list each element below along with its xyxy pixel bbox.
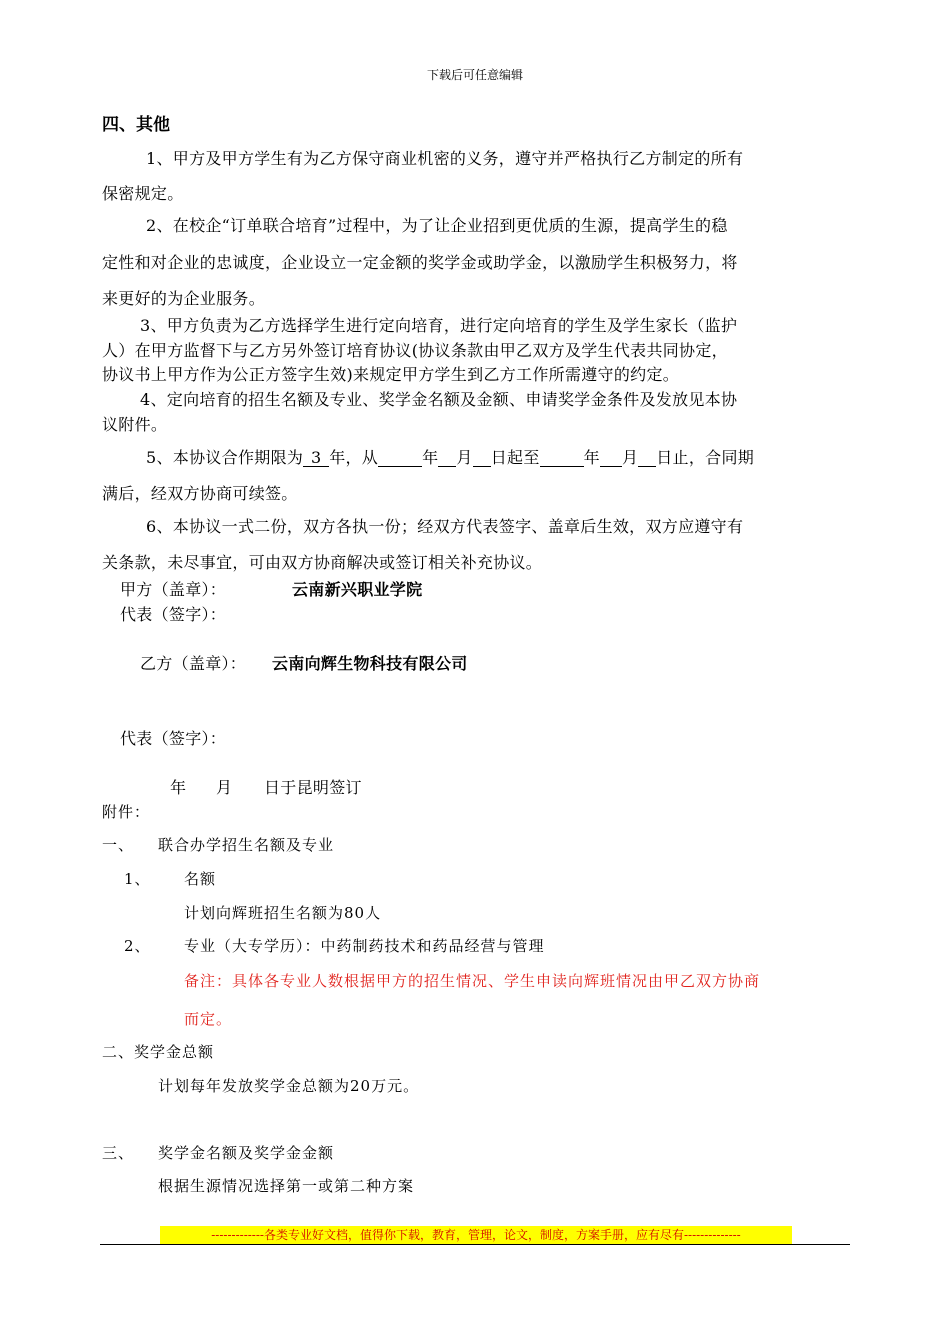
paragraph-2-line-3: 来更好的为企业服务。 <box>102 289 266 308</box>
footer-banner: -------------各类专业好文档，值得你下载，教育，管理，论文，制度，方案手册，应有尽有-------------- <box>160 1226 792 1244</box>
annex-s3-text: 根据生源情况选择第一或第二种方案 <box>158 1177 415 1195</box>
sign-date-month: 月 <box>216 778 233 797</box>
page-header: 下载后可任意编辑 <box>426 68 523 82</box>
paragraph-5-line-2: 满后，经双方协商可续签。 <box>102 484 298 503</box>
paragraph-1-line-1: 1、甲方及甲方学生有为乙方保守商业机密的义务，遵守并严格执行乙方制定的所有 <box>146 149 744 168</box>
paragraph-5-line-1 <box>146 445 754 468</box>
annex-note-line-2: 而定。 <box>184 1010 233 1028</box>
end-month-blank <box>600 449 622 467</box>
term-text-from: 年，从 <box>329 448 379 467</box>
annex-s1-1-title: 名额 <box>184 870 217 888</box>
annex-note-line-1: 备注：具体各专业人数根据甲方的招生情况、学生申读向辉班情况由甲乙双方协商 <box>184 972 761 990</box>
paragraph-3-line-1: 3、甲方负责为乙方选择学生进行定向培育，进行定向培育的学生及学生家长（监护 <box>140 316 738 335</box>
footer-divider <box>100 1244 850 1245</box>
annex-s3-number: 三、 <box>102 1144 135 1162</box>
end-year-label: 年 <box>583 448 600 467</box>
term-years-blank: 3 <box>303 449 329 467</box>
paragraph-6-line-2: 关条款，未尽事宜，可由双方协商解决或签订相关补充协议。 <box>102 553 543 572</box>
annex-s1-title: 联合办学招生名额及专业 <box>158 836 335 854</box>
annex-title: 附件： <box>102 803 151 821</box>
party-b-rep-label: 代表（签字）： <box>120 729 227 748</box>
start-month-label: 月 <box>456 448 473 467</box>
end-day-label: 日止，合同期 <box>656 448 755 467</box>
paragraph-6-line-1: 6、本协议一式二份，双方各执一份；经双方代表签字、盖章后生效，双方应遵守有 <box>146 517 744 536</box>
sign-date-day-place: 日于昆明签订 <box>264 778 362 797</box>
sign-date-year: 年 <box>170 778 187 797</box>
end-day-blank <box>638 449 656 467</box>
party-a-seal-label: 甲方（盖章）： <box>120 580 227 599</box>
annex-s1-2-title: 专业（大专学历）：中药制药技术和药品经营与管理 <box>184 937 545 955</box>
end-month-label: 月 <box>621 448 639 467</box>
paragraph-1-line-2: 保密规定。 <box>102 184 184 203</box>
end-year-blank <box>540 449 584 467</box>
annex-s1-1-number: 1、 <box>124 870 151 888</box>
start-day-label: 日起至 <box>490 448 540 467</box>
paragraph-3-line-2: 人）在甲方监督下与乙方另外签订培育协议(协议条款由甲乙双方及学生代表共同协定， <box>102 341 728 360</box>
party-b-seal-label: 乙方（盖章）： <box>140 654 247 673</box>
annex-s3-title: 奖学金名额及奖学金金额 <box>158 1144 335 1162</box>
party-a-rep-label: 代表（签字）： <box>120 605 227 624</box>
paragraph-2-line-1: 2、在校企“订单联合培育”过程中，为了让企业招到更优质的生源，提高学生的稳 <box>146 216 728 235</box>
paragraph-4-line-1: 4、定向培育的招生名额及专业、奖学金名额及金额、申请奖学金条件及发放见本协 <box>140 390 738 409</box>
annex-s1-2-number: 2、 <box>124 937 151 955</box>
paragraph-4-line-2: 议附件。 <box>102 415 168 434</box>
start-day-blank <box>473 449 491 467</box>
annex-s1-1-text: 计划向辉班招生名额为80人 <box>184 904 382 922</box>
start-year-blank <box>378 449 422 467</box>
start-year-label: 年 <box>422 448 439 467</box>
start-month-blank <box>438 449 456 467</box>
annex-s2-text: 计划每年发放奖学金总额为20万元。 <box>158 1077 420 1095</box>
annex-s1-number: 一、 <box>102 836 135 854</box>
term-text: 5、本协议合作期限为 <box>146 448 304 467</box>
paragraph-2-line-2: 定性和对企业的忠诚度，企业设立一定金额的奖学金或助学金，以激励学生积极努力，将 <box>102 253 738 272</box>
paragraph-3-line-3: 协议书上甲方作为公正方签字生效)来规定甲方学生到乙方工作所需遵守的约定。 <box>102 365 680 384</box>
annex-s2-title: 二、奖学金总额 <box>102 1043 215 1061</box>
party-b-name: 云南向辉生物科技有限公司 <box>272 654 468 673</box>
party-a-name: 云南新兴职业学院 <box>292 580 423 599</box>
section-title: 四、其他 <box>102 115 170 135</box>
